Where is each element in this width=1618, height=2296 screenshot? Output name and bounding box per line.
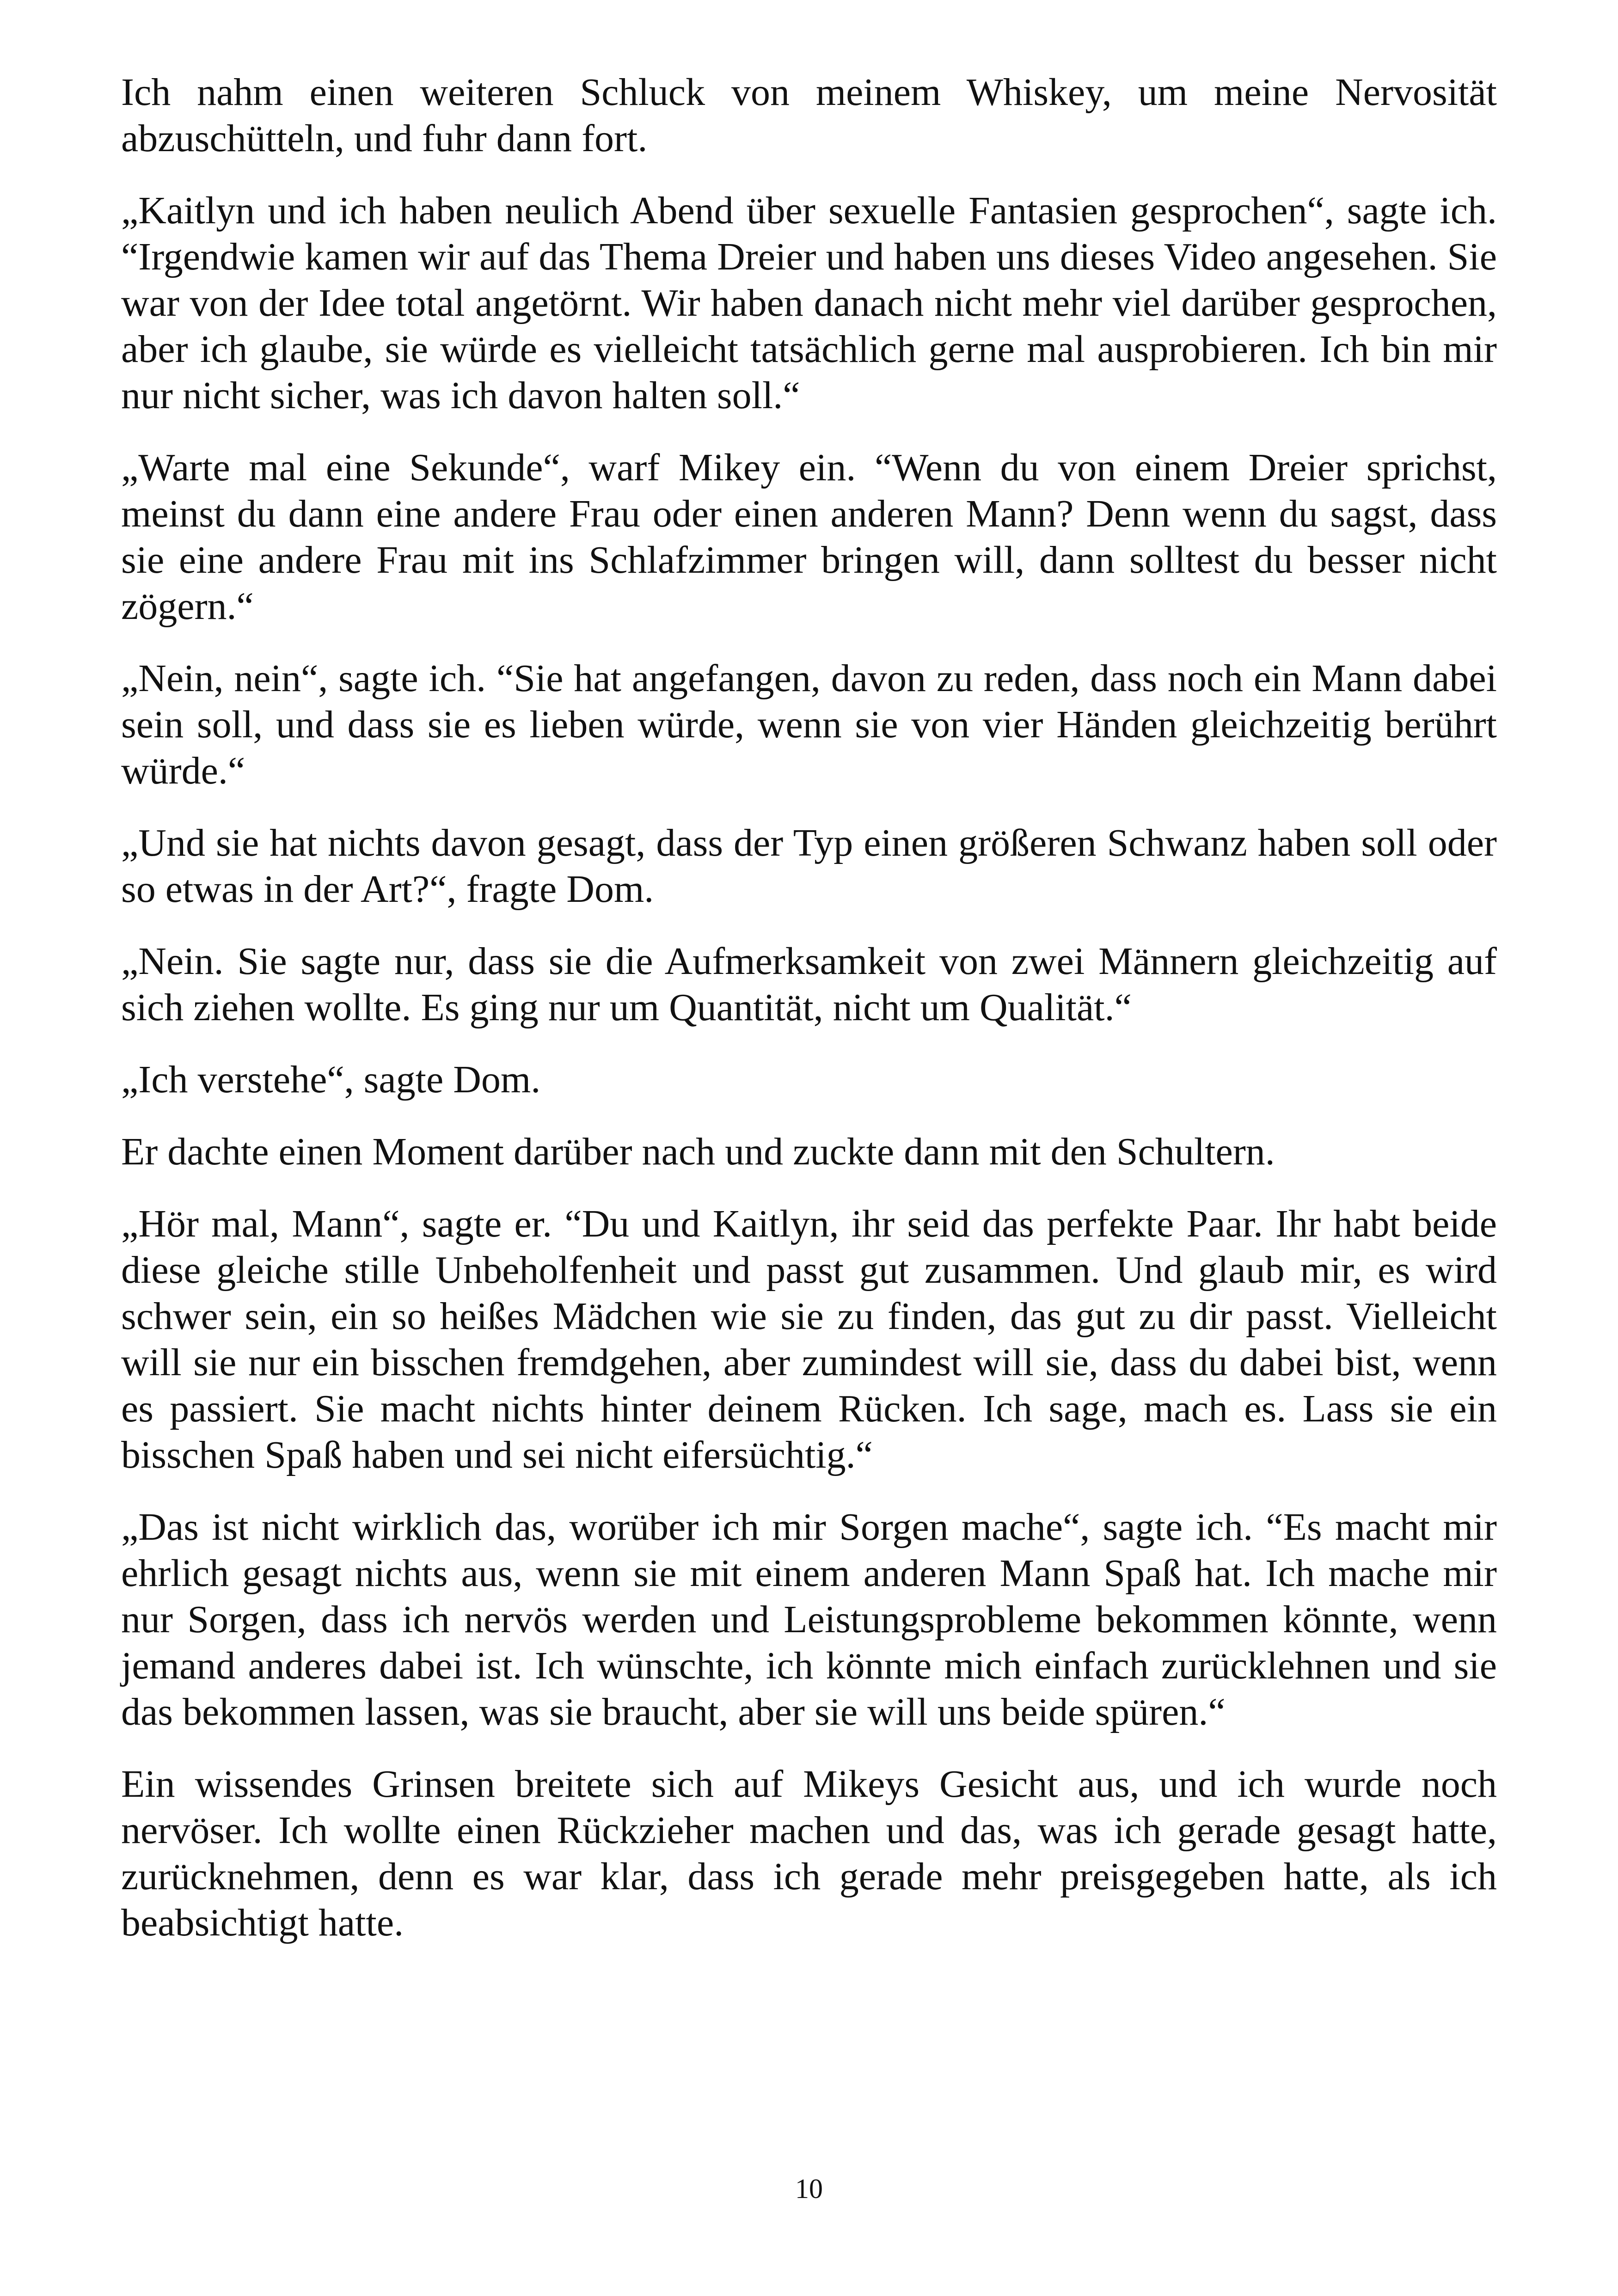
paragraph: „Nein. Sie sagte nur, dass sie die Aufmerksamkeit von zwei Männern gleichzeitig auf sich ziehen wollte. Es ging nur um Quantität, nicht um Qualität.“ [121, 940, 1497, 1029]
paragraph: „Warte mal eine Sekunde“, warf Mikey ein. “Wenn du von einem Dreier sprichst, meinst du dann eine andere Frau oder einen anderen Mann? Denn wenn du sagst, dass sie eine andere Frau mit ins Schlafzimmer bringen will, dann solltest du besser nicht zögern.“ [121, 446, 1497, 628]
paragraph: Ich nahm einen weiteren Schluck von meinem Whiskey, um meine Nervosität abzuschütteln, und fuhr dann fort. [121, 71, 1497, 160]
paragraph: „Nein, nein“, sagte ich. “Sie hat angefangen, davon zu reden, dass noch ein Mann dabei sein soll, und dass sie es lieben würde, wenn sie von vier Händen gleichzeitig berührt würde.“ [121, 657, 1497, 792]
page-body [121, 69, 1497, 1972]
paragraph: „Ich verstehe“, sagte Dom. [121, 1058, 541, 1101]
paragraph: Ein wissendes Grinsen breitete sich auf Mikeys Gesicht aus, und ich wurde noch nervöser. Ich wollte einen Rückzieher machen und das, was ich gerade gesagt hatte, zurücknehmen, denn es war klar, dass ich gerade mehr preisgegeben hatte, als ich beabsichtigt hatte. [121, 1763, 1497, 1944]
paragraph: Er dachte einen Moment darüber nach und zuckte dann mit den Schultern. [121, 1130, 1275, 1173]
page-number: 10 [795, 2174, 823, 2204]
paragraph: „Das ist nicht wirklich das, worüber ich mir Sorgen mache“, sagte ich. “Es macht mir ehrlich gesagt nichts aus, wenn sie mit einem anderen Mann Spaß hat. Ich mache mir nur Sorgen, dass ich nervös werden und Leistungsprobleme bekommen könnte, wenn jemand anderes dabei ist. Ich wünschte, ich könnte mich einfach zurücklehnen und sie das bekommen lassen, was sie braucht, aber sie will uns beide spüren.“ [121, 1506, 1497, 1733]
paragraph: „Und sie hat nichts davon gesagt, dass der Typ einen größeren Schwanz haben soll oder so etwas in der Art?“, fragte Dom. [121, 821, 1497, 911]
paragraph: „Hör mal, Mann“, sagte er. “Du und Kaitlyn, ihr seid das perfekte Paar. Ihr habt beide diese gleiche stille Unbeholfenheit und passt gut zusammen. Und glaub mir, es wird schwer sein, ein so heißes Mädchen wie sie zu finden, das gut zu dir passt. Vielleicht will sie nur ein bisschen fremdgehen, aber zumindest will sie, dass du dabei bist, wenn es passiert. Sie macht nichts hinter deinem Rücken. Ich sage, mach es. Lass sie ein bisschen Spaß haben und sei nicht eifersüchtig.“ [121, 1202, 1497, 1476]
paragraph: „Kaitlyn und ich haben neulich Abend über sexuelle Fantasien gesprochen“, sagte ich. “Irgendwie kamen wir auf das Thema Dreier und haben uns dieses Video angesehen. Sie war von der Idee total angetörnt. Wir haben danach nicht mehr viel darüber gesprochen, aber ich glaube, sie würde es vielleicht tatsächlich gerne mal ausprobieren. Ich bin mir nur nicht sicher, was ich davon halten soll.“ [121, 189, 1497, 417]
